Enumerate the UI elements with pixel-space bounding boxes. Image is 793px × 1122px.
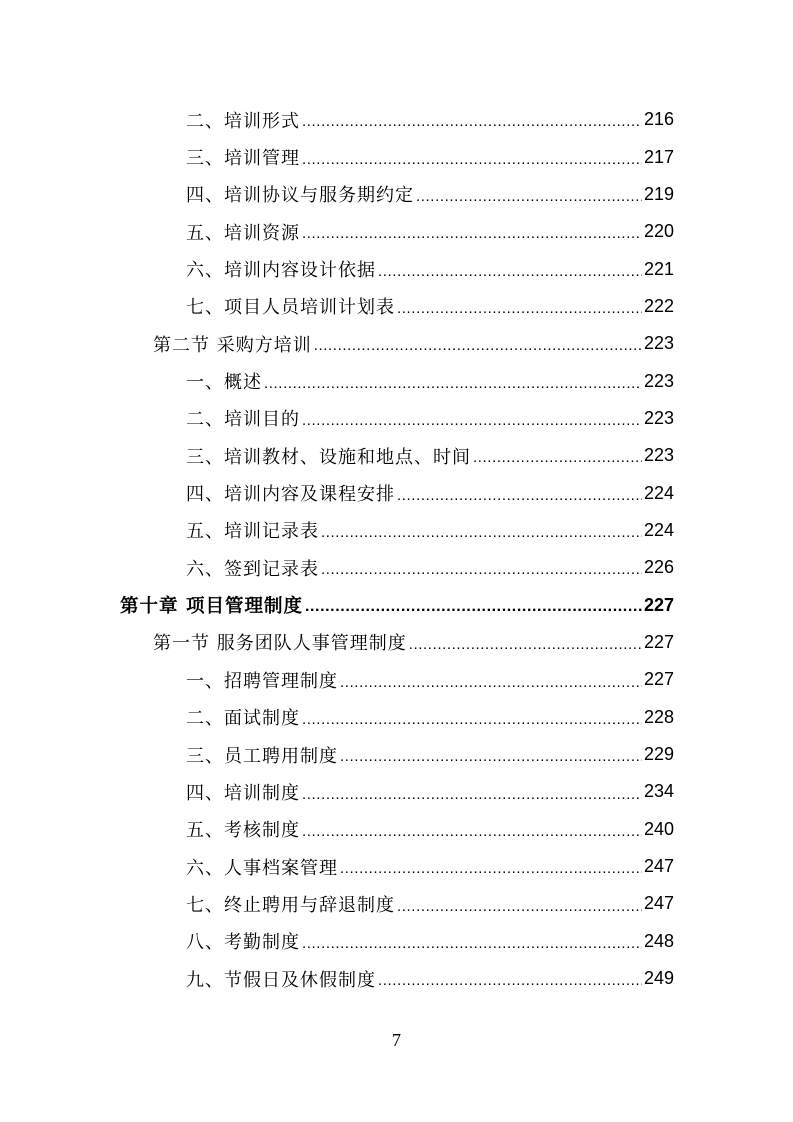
toc-entry-title: 第十章 项目管理制度 (120, 596, 303, 618)
toc-dot-leader (302, 226, 642, 250)
toc-entry-title: 六、签到记录表 (186, 558, 319, 580)
toc-entry-page-number: 223 (643, 370, 674, 391)
toc-entry-page-number: 221 (643, 258, 674, 279)
toc-entry-page-number: 249 (643, 968, 674, 989)
toc-entry-page-number: 219 (643, 183, 674, 204)
toc-entry-title: 六、人事档案管理 (186, 857, 338, 879)
toc-dot-leader (321, 562, 642, 586)
toc-section-entry[interactable] (0, 624, 793, 661)
toc-item-entry[interactable] (0, 362, 793, 399)
toc-entry-title: 一、概述 (186, 372, 262, 394)
toc-item-entry[interactable] (0, 101, 793, 138)
toc-entry-title: 五、考核制度 (186, 820, 300, 842)
toc-entry-page-number: 234 (643, 781, 674, 802)
toc-dot-leader (302, 936, 642, 960)
toc-item-entry[interactable] (0, 885, 793, 922)
toc-entry-page-number: 224 (643, 482, 674, 503)
toc-entry-title: 四、培训制度 (186, 782, 300, 804)
toc-entry-page-number: 220 (643, 221, 674, 242)
toc-item-entry[interactable] (0, 176, 793, 213)
toc-entry-page-number: 224 (643, 519, 674, 540)
toc-entry-title: 五、培训资源 (186, 222, 300, 244)
toc-section-entry[interactable] (0, 325, 793, 362)
toc-dot-leader (302, 413, 642, 437)
toc-item-entry[interactable] (0, 288, 793, 325)
toc-entry-title: 六、培训内容设计依据 (186, 260, 376, 282)
toc-dot-leader (397, 899, 642, 923)
toc-entry-title: 四、培训协议与服务期约定 (186, 185, 414, 207)
toc-entry-page-number: 217 (643, 146, 674, 167)
toc-entry-title: 三、培训管理 (186, 148, 300, 170)
toc-item-entry[interactable] (0, 512, 793, 549)
toc-entry-title: 二、面试制度 (186, 708, 300, 730)
toc-entry-page-number: 247 (643, 856, 674, 877)
toc-entry-page-number: 227 (643, 631, 674, 652)
toc-item-entry[interactable] (0, 138, 793, 175)
toc-dot-leader (397, 301, 642, 325)
toc-dot-leader (302, 787, 642, 811)
table-of-contents (0, 101, 793, 997)
toc-item-entry[interactable] (0, 699, 793, 736)
toc-entry-page-number: 227 (643, 669, 674, 690)
toc-dot-leader (340, 861, 642, 885)
toc-item-entry[interactable] (0, 960, 793, 997)
toc-item-entry[interactable] (0, 923, 793, 960)
toc-entry-page-number: 248 (643, 930, 674, 951)
toc-entry-page-number: 229 (643, 744, 674, 765)
toc-dot-leader (302, 114, 642, 138)
toc-dot-leader (321, 525, 642, 549)
toc-entry-page-number: 228 (643, 706, 674, 727)
toc-entry-title: 一、招聘管理制度 (186, 670, 338, 692)
toc-entry-title: 第一节 服务团队人事管理制度 (153, 633, 407, 655)
toc-entry-page-number: 240 (643, 818, 674, 839)
toc-entry-page-number: 216 (643, 109, 674, 130)
toc-entry-title: 三、员工聘用制度 (186, 745, 338, 767)
toc-item-entry[interactable] (0, 474, 793, 511)
toc-dot-leader (340, 675, 642, 699)
toc-dot-leader (416, 189, 642, 213)
toc-entry-title: 八、考勤制度 (186, 932, 300, 954)
toc-item-entry[interactable] (0, 549, 793, 586)
page-number: 7 (392, 1030, 401, 1050)
toc-item-entry[interactable] (0, 213, 793, 250)
toc-dot-leader (302, 712, 642, 736)
toc-item-entry[interactable] (0, 736, 793, 773)
toc-item-entry[interactable] (0, 773, 793, 810)
toc-dot-leader (409, 637, 642, 661)
toc-dot-leader (302, 824, 642, 848)
toc-dot-leader (378, 264, 642, 288)
toc-entry-page-number: 223 (643, 333, 674, 354)
toc-entry-title: 九、节假日及休假制度 (186, 969, 376, 991)
toc-dot-leader (264, 376, 642, 400)
toc-item-entry[interactable] (0, 848, 793, 885)
toc-entry-title: 七、终止聘用与辞退制度 (186, 894, 395, 916)
toc-entry-page-number: 226 (643, 557, 674, 578)
toc-dot-leader (397, 488, 642, 512)
toc-dot-leader (302, 152, 642, 176)
toc-item-entry[interactable] (0, 661, 793, 698)
toc-chapter-entry[interactable] (0, 586, 793, 623)
toc-item-entry[interactable] (0, 437, 793, 474)
toc-entry-title: 四、培训内容及课程安排 (186, 484, 395, 506)
toc-dot-leader (340, 749, 642, 773)
toc-entry-title: 三、培训教材、设施和地点、时间 (186, 446, 471, 468)
toc-entry-page-number: 223 (643, 407, 674, 428)
toc-item-entry[interactable] (0, 250, 793, 287)
toc-dot-leader (378, 973, 642, 997)
toc-dot-leader (305, 599, 642, 624)
toc-entry-page-number: 222 (643, 295, 674, 316)
toc-dot-leader (473, 450, 642, 474)
toc-dot-leader (314, 338, 642, 362)
toc-item-entry[interactable] (0, 811, 793, 848)
toc-entry-title: 第二节 采购方培训 (153, 334, 312, 356)
toc-entry-title: 二、培训目的 (186, 409, 300, 431)
toc-entry-title: 五、培训记录表 (186, 521, 319, 543)
toc-entry-title: 七、项目人员培训计划表 (186, 297, 395, 319)
toc-item-entry[interactable] (0, 400, 793, 437)
toc-entry-page-number: 223 (643, 445, 674, 466)
toc-entry-page-number: 227 (643, 594, 674, 615)
toc-entry-title: 二、培训形式 (186, 110, 300, 132)
toc-entry-page-number: 247 (643, 893, 674, 914)
